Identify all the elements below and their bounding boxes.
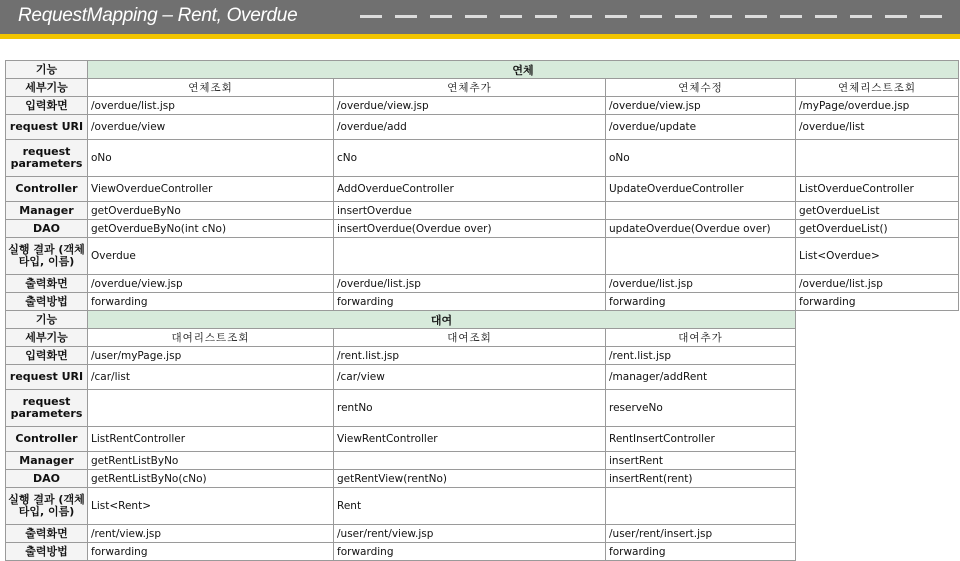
input-label: 입력화면 [6,97,88,115]
table-cell: /car/list [88,365,334,390]
table-cell: Rent [334,488,606,525]
table-cell: forwarding [88,293,334,311]
table-cell: forwarding [606,543,796,561]
table-cell: 대여리스트조회 [88,329,334,347]
table-cell: getOverdueByNo(int cNo) [88,220,334,238]
dao-label: DAO [6,220,88,238]
controller-label: Controller [6,427,88,452]
table-cell: getRentView(rentNo) [334,470,606,488]
table-cell: /user/rent/view.jsp [334,525,606,543]
table-cell: getOverdueList() [796,220,959,238]
decorative-dash [395,15,417,18]
manager-label: Manager [6,202,88,220]
table-cell: forwarding [334,293,606,311]
table-cell: forwarding [88,543,334,561]
table-cell [606,238,796,275]
table-cell: /user/rent/insert.jsp [606,525,796,543]
table-cell: 연체수정 [606,79,796,97]
table-cell: /overdue/list.jsp [334,275,606,293]
table-cell: updateOverdue(Overdue over) [606,220,796,238]
result-label: 실행 결과 (객체타입, 이름) [6,238,88,275]
uri-label: request URI [6,365,88,390]
table-cell: /overdue/list.jsp [88,97,334,115]
table-cell [796,140,959,177]
manager-label: Manager [6,452,88,470]
accent-stripe [0,34,960,39]
table-cell [334,452,606,470]
table-cell: ViewOverdueController [88,177,334,202]
overdue-uri-row [6,115,959,140]
table-cell: 대여조회 [334,329,606,347]
table-cell: ViewRentController [334,427,606,452]
table-cell: /overdue/list.jsp [606,275,796,293]
rent-input-row [6,347,959,365]
table-cell: 연체조회 [88,79,334,97]
method-label: 출력방법 [6,543,88,561]
overdue-result-row [6,238,959,275]
method-label: 출력방법 [6,293,88,311]
overdue-controller-row [6,177,959,202]
table-cell: /overdue/add [334,115,606,140]
rent-controller-row [6,427,959,452]
table-cell: 연체추가 [334,79,606,97]
decorative-dash [780,15,802,18]
rent-params-row [6,390,959,427]
input-label: 입력화면 [6,347,88,365]
overdue-params-row [6,140,959,177]
decorative-dash [570,15,592,18]
table-cell: /rent/view.jsp [88,525,334,543]
overdue-manager-row [6,202,959,220]
overdue-subfunc-row [6,79,959,97]
rent-uri-row [6,365,959,390]
table-cell: /rent.list.jsp [334,347,606,365]
overdue-group-row [6,61,959,79]
decorative-dash [500,15,522,18]
table-cell: reserveNo [606,390,796,427]
decorative-dash [465,15,487,18]
table-cell: /myPage/overdue.jsp [796,97,959,115]
rent-subfunc-row [6,329,959,347]
decorative-dash [920,15,942,18]
table-cell: forwarding [606,293,796,311]
overdue-dao-row [6,220,959,238]
decorative-dash [675,15,697,18]
table-cell: insertRent(rent) [606,470,796,488]
decorative-dash [640,15,662,18]
table-cell: getRentListByNo(cNo) [88,470,334,488]
output-label: 출력화면 [6,525,88,543]
rent-method-row [6,543,959,561]
table-cell: ListRentController [88,427,334,452]
rent-group-header: 대여 [88,311,796,329]
request-mapping-table [5,60,959,561]
overdue-input-row [6,97,959,115]
output-label: 출력화면 [6,275,88,293]
table-cell: getOverdueByNo [88,202,334,220]
table-cell: List<Overdue> [796,238,959,275]
decorative-dash [710,15,732,18]
table-cell [88,390,334,427]
table-cell: forwarding [334,543,606,561]
table-cell: /car/view [334,365,606,390]
overdue-group-header: 연체 [88,61,959,79]
func-label: 기능 [6,61,88,79]
table-cell [606,202,796,220]
table-cell: getRentListByNo [88,452,334,470]
decorative-dash [815,15,837,18]
table-cell: AddOverdueController [334,177,606,202]
table-cell: getOverdueList [796,202,959,220]
table-cell: insertOverdue [334,202,606,220]
subfunc-label: 세부기능 [6,329,88,347]
table-cell: /rent.list.jsp [606,347,796,365]
decorative-dash [360,15,382,18]
title-bar [0,0,960,34]
table-cell: /overdue/view.jsp [334,97,606,115]
table-cell: /overdue/view.jsp [88,275,334,293]
table-cell: 대여추가 [606,329,796,347]
table-cell: oNo [88,140,334,177]
slide-title: RequestMapping – Rent, Overdue [18,5,298,26]
decorative-dash [885,15,907,18]
table-cell: ListOverdueController [796,177,959,202]
rent-group-row [6,311,959,329]
decorative-dash [535,15,557,18]
table-cell [334,238,606,275]
rent-dao-row [6,470,959,488]
table-cell: /user/myPage.jsp [88,347,334,365]
rent-result-row [6,488,959,525]
decorative-dash [605,15,627,18]
table-cell: insertRent [606,452,796,470]
dao-label: DAO [6,470,88,488]
params-label: request parameters [6,140,88,177]
subfunc-label: 세부기능 [6,79,88,97]
result-label: 실행 결과 (객체타입, 이름) [6,488,88,525]
table-cell: 연체리스트조회 [796,79,959,97]
table-cell: UpdateOverdueController [606,177,796,202]
uri-label: request URI [6,115,88,140]
overdue-method-row [6,293,959,311]
table-cell: RentInsertController [606,427,796,452]
table-cell: /manager/addRent [606,365,796,390]
params-label: request parameters [6,390,88,427]
decorative-dash [745,15,767,18]
table-cell: Overdue [88,238,334,275]
table-cell [606,488,796,525]
table-cell: /overdue/view.jsp [606,97,796,115]
table-cell: /overdue/list.jsp [796,275,959,293]
decorative-dash [850,15,872,18]
table-cell: forwarding [796,293,959,311]
table-cell: List<Rent> [88,488,334,525]
table-cell: rentNo [334,390,606,427]
table-cell: /overdue/view [88,115,334,140]
controller-label: Controller [6,177,88,202]
table-cell: cNo [334,140,606,177]
table-cell: /overdue/update [606,115,796,140]
table-cell: insertOverdue(Overdue over) [334,220,606,238]
rent-manager-row [6,452,959,470]
overdue-output-row [6,275,959,293]
table-cell: /overdue/list [796,115,959,140]
decorative-dash [430,15,452,18]
func-label: 기능 [6,311,88,329]
table-cell: oNo [606,140,796,177]
